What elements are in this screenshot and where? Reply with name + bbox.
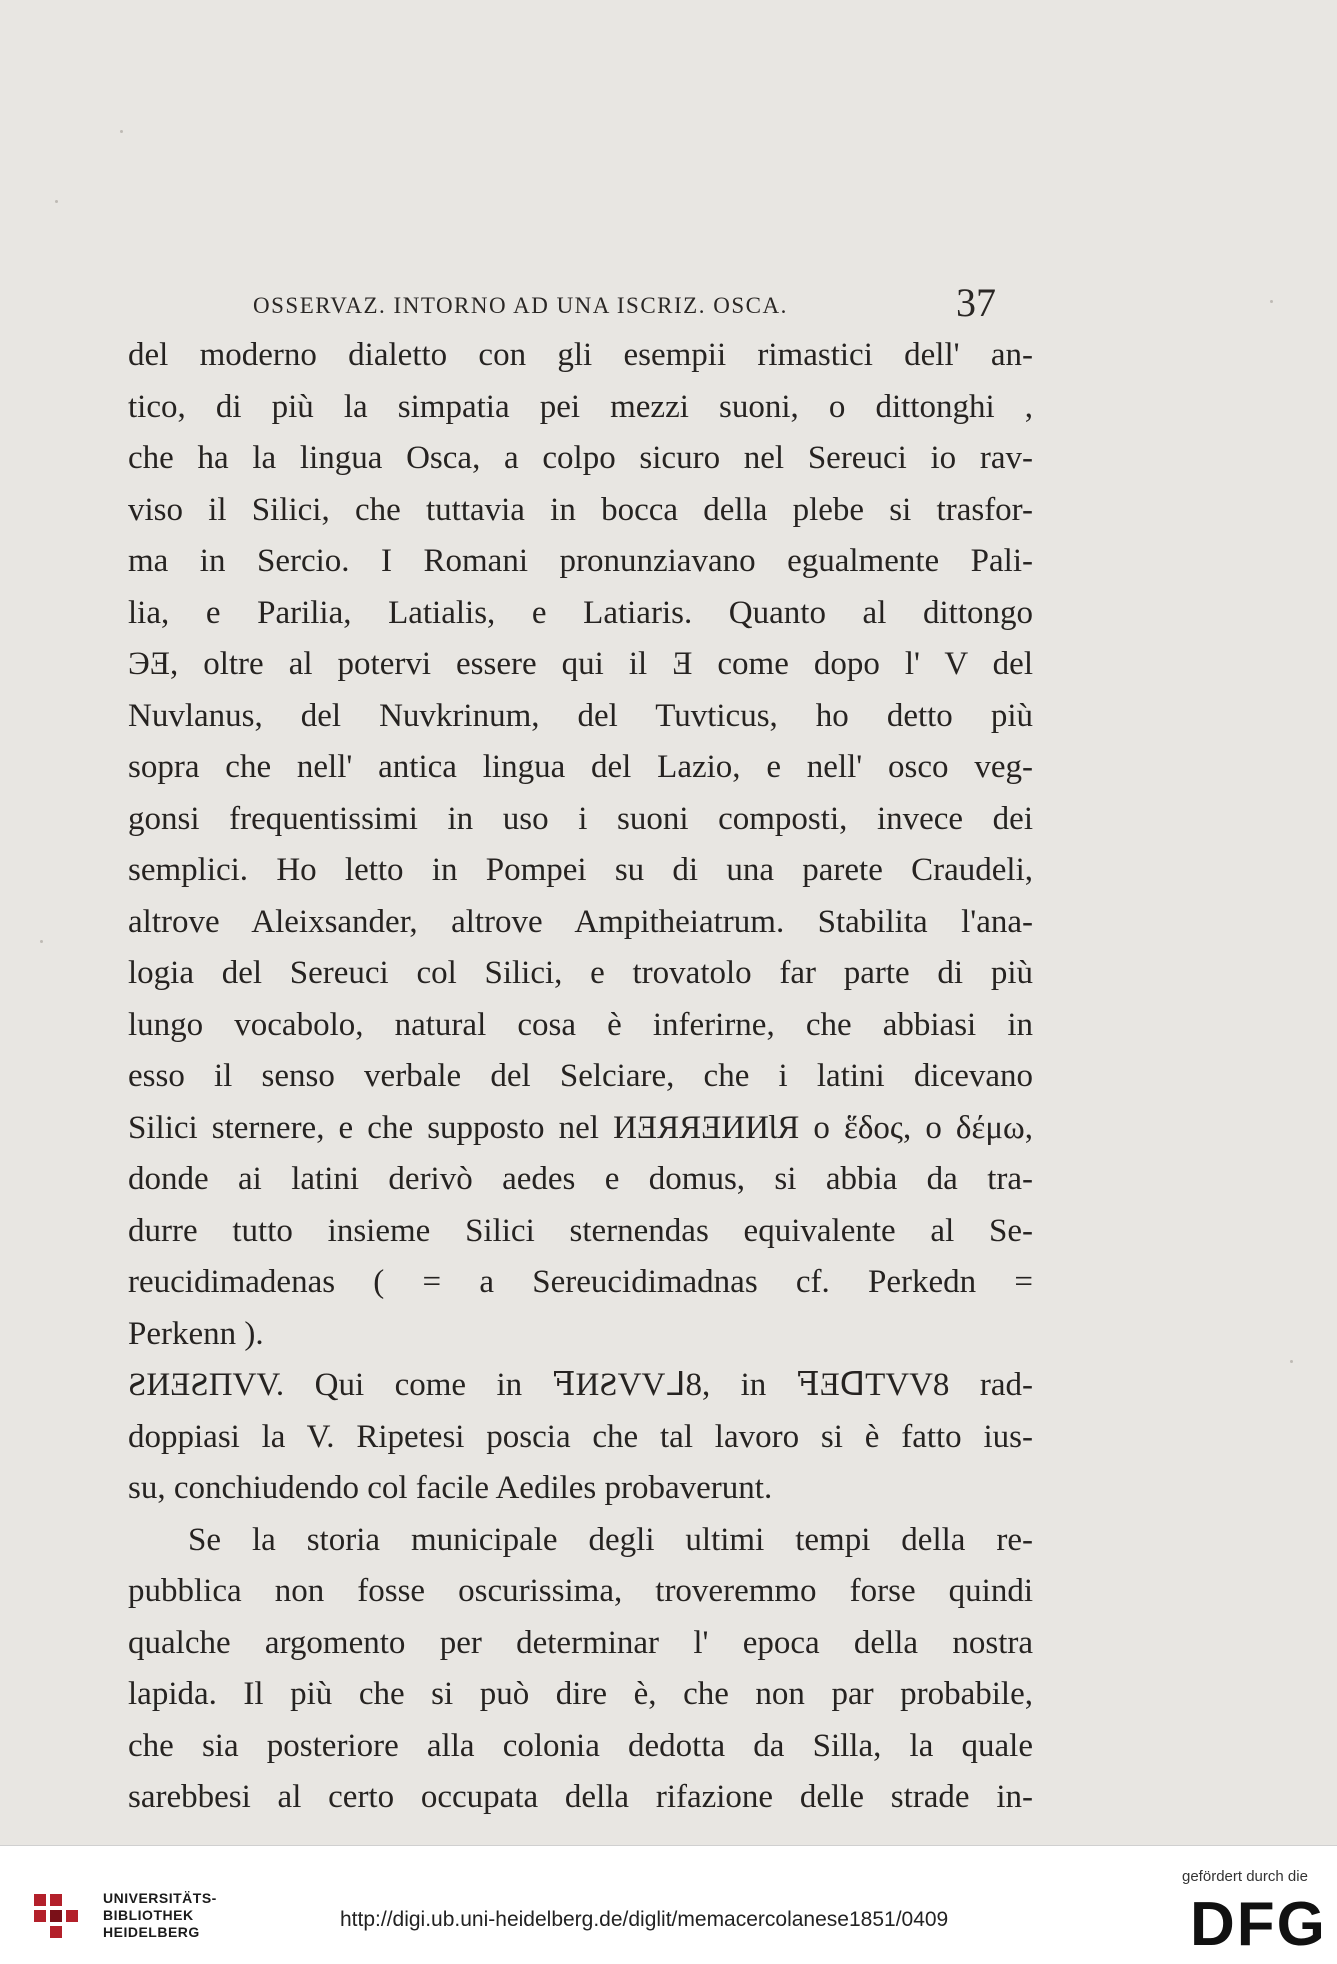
text-line: logia del Sereuci col Silici, e trovatolo far parte di più: [128, 955, 1033, 991]
dfg-logo: DFG: [1190, 1890, 1327, 1959]
text-line: Perkenn ).: [128, 1315, 264, 1352]
library-name-line: UNIVERSITÄTS-: [103, 1890, 217, 1906]
text-line: pubblica non fosse oscurissima, troveremmo forse quindi: [128, 1573, 1033, 1609]
text-line: durre tutto insieme Silici sternendas equivalente al Se-: [128, 1212, 1033, 1249]
text-line: sopra che nell' antica lingua del Lazio, e nell' osco veg-: [128, 749, 1033, 785]
text-line: Silici sternere, e che supposto nel ИƎЯЯƎИИƖЯ o ἕδος, o δέμω,: [128, 1109, 1033, 1146]
text-line: altrove Aleixsander, altrove Ampitheiatrum. Stabilita l'ana-: [128, 903, 1033, 940]
viewer-footer: [0, 1845, 1337, 1964]
paper-speck: [55, 200, 58, 203]
text-line: ƧИƎƧПVV. Qui come in ꟻИƧVVᒧ8, in ꟻƎᗡTVV8 rad-: [128, 1367, 1033, 1403]
text-line: tico, di più la simpatia pei mezzi suoni, o dittonghi ,: [128, 388, 1033, 425]
text-line: del moderno dialetto con gli esempii rimastici dell' an-: [128, 337, 1033, 373]
text-line: qualche argomento per determinar l' epoca della nostra: [128, 1624, 1033, 1661]
text-line: lia, e Parilia, Latialis, e Latiaris. Quanto al dittongo: [128, 594, 1033, 631]
library-name-line: HEIDELBERG: [103, 1924, 200, 1940]
text-line: donde ai latini derivò aedes e domus, si abbia da tra-: [128, 1161, 1033, 1197]
text-line: che ha la lingua Osca, a colpo sicuro nel Sereuci io rav-: [128, 440, 1033, 476]
text-line: su, conchiudendo col facile Aediles probaverunt.: [128, 1470, 773, 1506]
text-line: ЭƎ, oltre al potervi essere qui il Ǝ come dopo l' V del: [128, 646, 1033, 682]
text-line: esso il senso verbale del Selciare, che i latini dicevano: [128, 1058, 1033, 1094]
text-line: gonsi frequentissimi in uso i suoni composti, invece dei: [128, 800, 1033, 837]
body-text: [128, 330, 1033, 1824]
text-line: che sia posteriore alla colonia dedotta da Silla, la quale: [128, 1727, 1033, 1764]
library-name: [103, 1890, 217, 1941]
text-line: lungo vocabolo, natural cosa è inferirne, che abbiasi in: [128, 1006, 1033, 1043]
text-line: ma in Sercio. I Romani pronunziavano egualmente Pali-: [128, 543, 1033, 579]
text-line: semplici. Ho letto in Pompei su di una parete Craudeli,: [128, 852, 1033, 888]
text-line: reucidimadenas ( = a Sereucidimadnas cf. Perkedn =: [128, 1264, 1033, 1300]
text-line: sarebbesi al certo occupata della rifazione delle strade in-: [128, 1779, 1033, 1815]
paper-speck: [120, 130, 123, 133]
funded-by-label: gefördert durch die: [1182, 1868, 1308, 1885]
text-line: viso il Silici, che tuttavia in bocca della plebe si trasfor-: [128, 491, 1033, 528]
permalink-url[interactable]: http://digi.ub.uni-heidelberg.de/diglit/memacercolanese1851/0409: [340, 1908, 949, 1931]
paper-speck: [1290, 1360, 1293, 1363]
running-title: OSSERVAZ. INTORNO AD UNA ISCRIZ. OSCA.: [253, 293, 788, 318]
library-name-line: BIBLIOTHEK: [103, 1907, 194, 1923]
paper-speck: [40, 940, 43, 943]
text-line: lapida. Il più che si può dire è, che non par probabile,: [128, 1676, 1033, 1712]
university-library-logo-icon: [30, 1886, 90, 1946]
text-line: Se la storia municipale degli ultimi tempi della re-: [188, 1521, 1033, 1558]
text-line: Nuvlanus, del Nuvkrinum, del Tuvticus, ho detto più: [128, 697, 1033, 734]
page-number: 37: [956, 280, 996, 325]
running-header: [253, 280, 1033, 325]
paper-speck: [1270, 300, 1273, 303]
text-line: doppiasi la V. Ripetesi poscia che tal lavoro si è fatto ius-: [128, 1418, 1033, 1455]
